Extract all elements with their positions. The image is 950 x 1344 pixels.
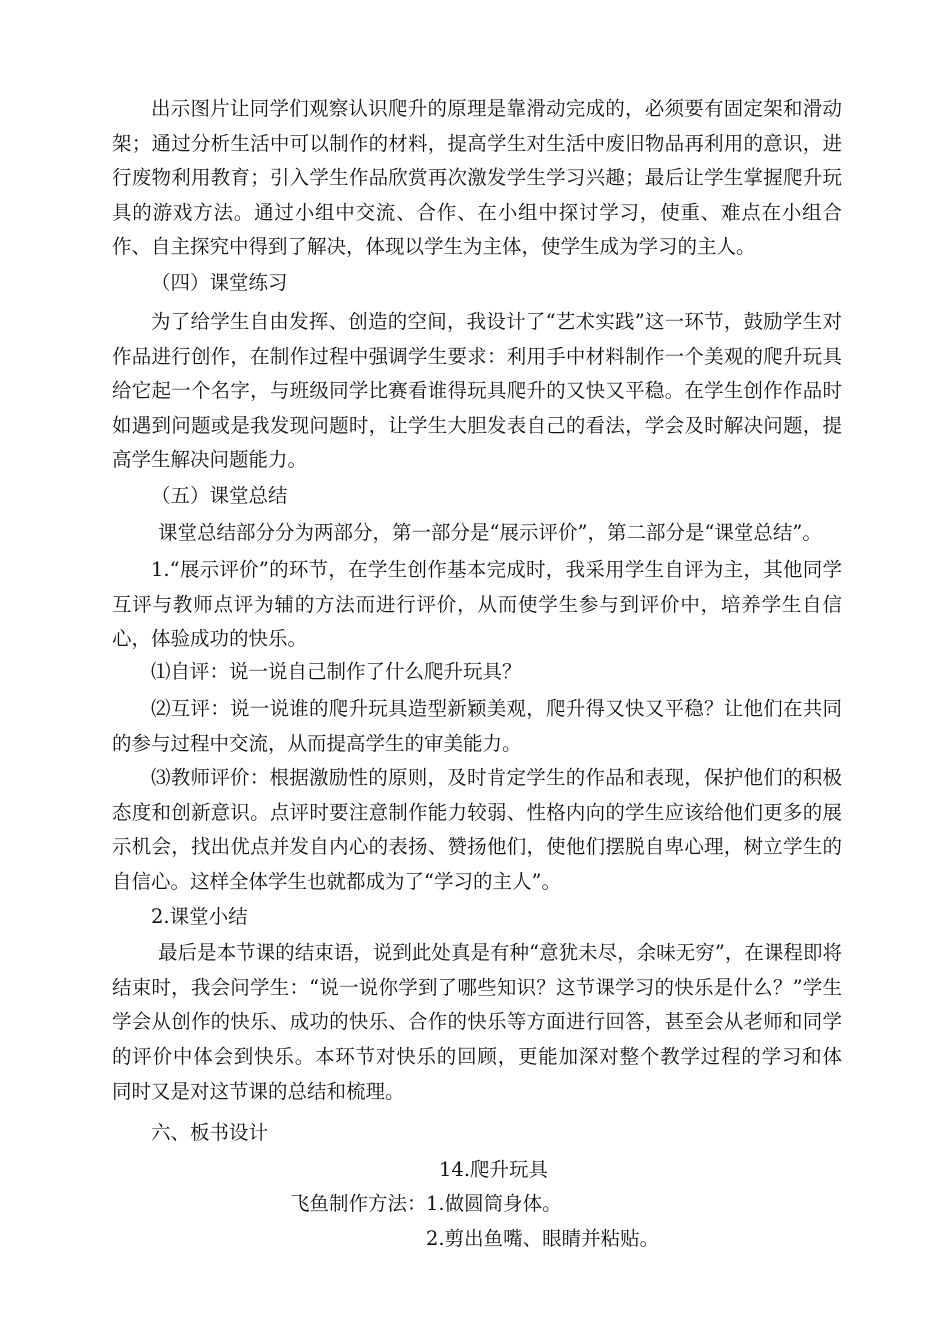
paragraph-peer-evaluation: ⑵互评：说一说谁的爬升玩具造型新颖美观，爬升得又快又平稳？让他们在共同的参与过程中交流，从而提高学生的审美能力。 bbox=[112, 697, 842, 755]
paragraph-teacher-evaluation: ⑶教师评价：根据激励性的原则，及时肯定学生的作品和表现，保护他们的积极态度和创新意识。点评时要注意制作能力较弱、性格内向的学生应该给他们更多的展示机会，找出优点并发自内心的表扬、赞扬他们，使他们摆脱自卑心理，树立学生的自信心。这样全体学生也就都成为了“学习的主人”。 bbox=[112, 766, 842, 893]
board-method-label: 飞鱼制作方法： bbox=[290, 1192, 427, 1215]
paragraph-closing-last-line: 同时又是对这节课的总结和梳理。 bbox=[112, 1080, 405, 1103]
board-step-1: 1.做圆筒身体。 bbox=[426, 1192, 562, 1215]
paragraph-summary-intro: 课堂总结部分分为两部分，第一部分是“展示评价”，第二部分是“课堂总结”。 bbox=[158, 521, 822, 544]
section-heading-board-design: 六、板书设计 bbox=[151, 1121, 269, 1144]
paragraph-closing: 最后是本节课的结束语，说到此处真是有种“意犹未尽，余味无穷”，在课程即将结束时，我会问学生：“说一说你学到了哪些知识？这节课学习的快乐是什么？”学生学会从创作的快乐、成功的快乐、合作的快乐等方面进行回答，甚至会从老师和同学的评价中体会到快乐。本环节对快乐的回顾，更能加深对整个教学过程的学习和体 bbox=[112, 941, 842, 1068]
paragraph-self-evaluation: ⑴自评：说一说自己制作了什么爬升玩具？ bbox=[151, 660, 522, 683]
section-heading-class-summary: 2.课堂小结 bbox=[151, 905, 248, 928]
section-heading-summary: （五）课堂总结 bbox=[151, 484, 288, 507]
paragraph-practice: 为了给学生自由发挥、创造的空间，我设计了“艺术实践”这一环节，鼓励学生对作品进行创作，在制作过程中强调学生要求：利用手中材料制作一个美观的爬升玩具给它起一个名字，与班级同学比赛看谁得玩具爬升的又快又平稳。在学生创作作品时如遇到问题或是我发现问题时，让学生大胆发表自己的看法，学会及时解决问题，提高学生解决问题能力。 bbox=[112, 310, 842, 472]
board-title: 14.爬升玩具 bbox=[439, 1158, 549, 1181]
paragraph-evaluation: 1.“展示评价”的环节，在学生创作基本完成时，我采用学生自评为主，其他同学互评与教师点评为辅的方法而进行评价，从而使学生参与到评价中，培养学生自信心，体验成功的快乐。 bbox=[112, 558, 842, 651]
paragraph-observation: 出示图片让同学们观察认识爬升的原理是靠滑动完成的，必须要有固定架和滑动架；通过分析生活中可以制作的材料，提高学生对生活中废旧物品再利用的意识，进行废物利用教育；引入学生作品欣赏再次激发学生学习兴趣；最后让学生掌握爬升玩具的游戏方法。通过小组中交流、合作、在小组中探讨学习，使重、难点在小组合作、自主探究中得到了解决，体现以学生为主体，使学生成为学习的主人。 bbox=[112, 97, 842, 259]
section-heading-practice: （四）课堂练习 bbox=[151, 271, 288, 294]
board-step-2: 2.剪出鱼嘴、眼睛并粘贴。 bbox=[426, 1227, 660, 1250]
